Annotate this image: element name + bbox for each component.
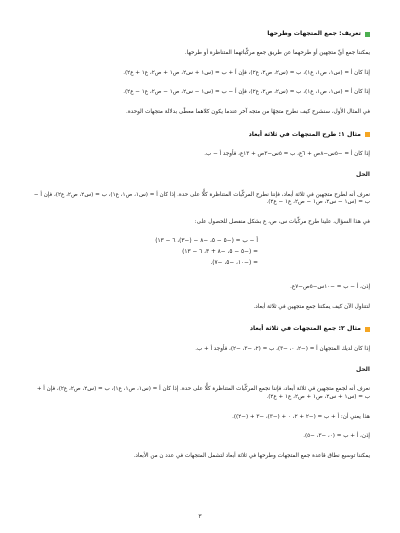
example2-heading — [30, 325, 370, 333]
example1-work-line-1: أ − ب = (−٥ − ٥، −٨ − (−٣)، ٦ − ١٣) — [155, 238, 258, 245]
example2-answer: إذن، أ + ب = (٠، −٣، −٥). — [303, 433, 370, 440]
orange-square-icon — [365, 132, 370, 137]
section-title: تعريف: جمع المتجهات وطرحها — [267, 30, 361, 37]
example1-work-line-3: = (−١٠، −٥، −٧). — [210, 259, 258, 266]
section-note: في المثال الأول، سنشرح كيف نطرح متجهًا من متجه آخر عندما يكون كلاهما معطًى بدلالة متجهات الوحدة. — [126, 109, 370, 115]
addition-rule: إذا كان أ = (س١، ص١، ع١)، ب = (س٢، ص٢، ع٢)، فإن أ + ب = (س١ + س٢، ص١ + ص٢، ع١ + ع٢). — [123, 69, 370, 76]
example2-closing: يمكننا توسيع نطاق قاعدة جمع المتجهات وطرحها في ثلاثة أبعاد لتشمل المتجهات في عدد ن من الأبعاد. — [133, 452, 370, 459]
example1-solution-step: في هذا السؤال، علينا طرح مركِّبات س، ص، ع بشكل منفصل للحصول على: — [194, 218, 370, 225]
example1-solution-label: الحل — [356, 171, 370, 179]
section-intro: يمكننا جمع أيِّ متجهين أو طرحهما عن طريق جمع مركِّباتهما المتناظرة أو طرحها. — [184, 50, 370, 57]
example1-title: مثال ١: طرح المتجهات في ثلاثة أبعاد — [248, 130, 361, 138]
green-square-icon — [365, 32, 370, 37]
example2-working: هذا يعني أن: أ + ب = (−٢ + ٢، ٠ + (−٣)، −٣ + (−٢)). — [232, 413, 370, 420]
example1-transition: لنتناول الآن كيف يمكننا جمع متجهين في ثلاثة أبعاد. — [253, 303, 370, 310]
example2-solution-text: نعرف أنه لجمع متجهين في ثلاثة أبعاد، فإننا نجمع المركِّبات المتناظرة كلًّا على حدة. إذا كان أ = (س١، ص١، ع١)، ب = (س٢، ص٢، ع٢)، فإن أ + ب = (س١ + س٢، ص١ + ص٢، ع١ + ع٢). — [36, 386, 370, 400]
example1-solution-text: نعرف أنه لطرح متجهين في ثلاثة أبعاد، فإننا نطرح المركِّبات المتناظرة كلًّا على حدة. إذا كان أ = (س١، ص١، ع١)، ب = (س٢، ص٢، ع٢)، فإن أ − ب = (س١ − س٢، ص١ − ص٢، ع١ − ع٢). — [33, 191, 370, 206]
page-number: ٣ — [198, 512, 202, 520]
subtraction-rule: إذا كان أ = (س١، ص١، ع١)، ب = (س٢، ص٢، ع٢)، فإن أ − ب = (س١ − س٢، ص١ − ص٢، ع١ − ع٢). — [123, 89, 370, 96]
section-heading — [30, 30, 370, 38]
example1-problem: إذا كان أ = −٥س−٨ص + ٦ع، ب = ٥س−٣ص + ١٣ع، فأوجد أ − ب. — [204, 150, 370, 157]
example1-answer: إذن، أ − ب = −١٠س−٥ص−٧ع. — [290, 284, 370, 291]
example1-work-line-2: = (−٥ − ٥، −٨ + ٣، ٦ − ١٣) — [182, 248, 258, 255]
example2-title: مثال ٢: جمع المتجهات في ثلاثة أبعاد — [249, 325, 361, 333]
example1-heading — [30, 131, 370, 139]
example2-problem: إذا كان لديك المتجهان أ = (−٢، ٠، −٣)، ب = (٢، −٣، −٢)، فأوجد أ + ب. — [195, 345, 370, 352]
example2-solution-label: الحل — [356, 366, 370, 374]
example1-working — [30, 236, 370, 268]
orange-square-icon — [365, 327, 370, 332]
